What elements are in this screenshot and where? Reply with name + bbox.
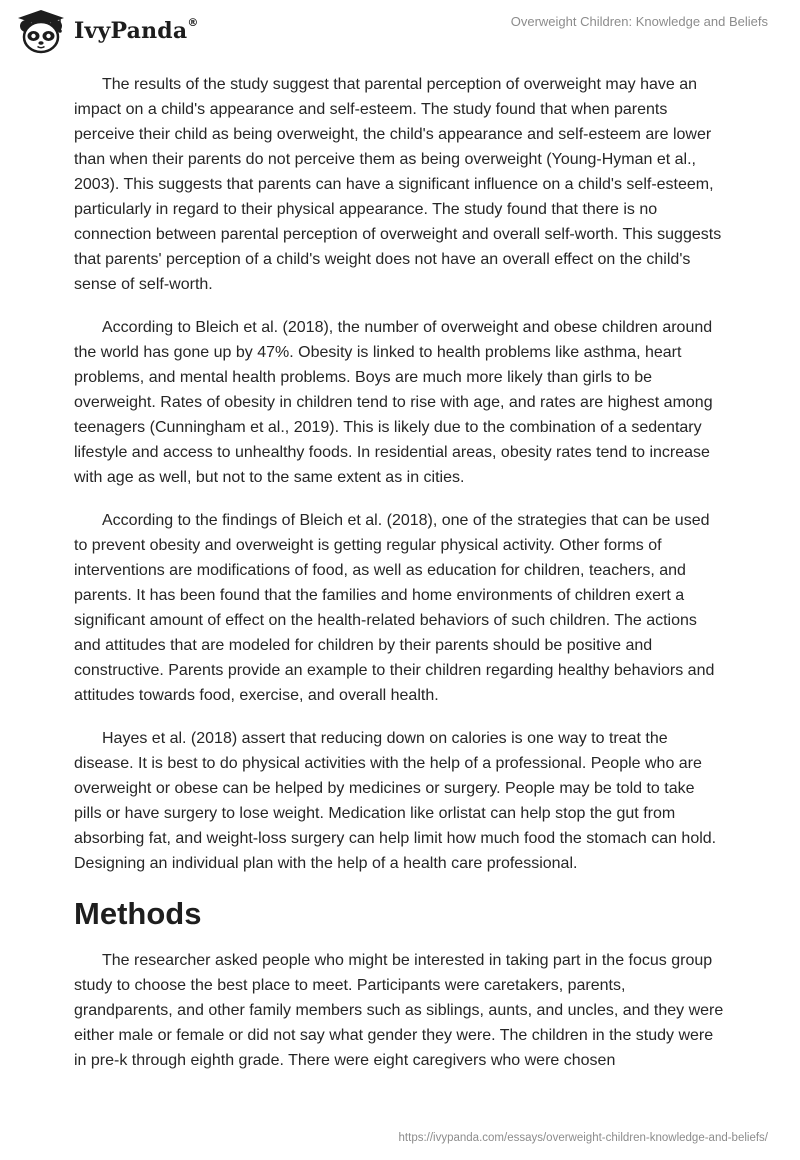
paragraph: According to the findings of Bleich et al. (2018), one of the strategies that can be used to prevent obesity and overweight is getting regular physical activity. Other forms of interventions are modifications of food, as well as education for children, teachers, and parents. It has been found that the families and home environments of children exert a significant amount of effect on the health-related behaviors of such children. The actions and attitudes that are modeled for children by their parents should be positive and constructive. Parents provide an example to their children regarding healthy behaviors and attitudes towards food, exercise, and overall health. [74,512,715,704]
page-header [0,0,800,60]
paragraph: The researcher asked people who might be interested in taking part in the focus group study to choose the best place to meet. Participants were caretakers, parents, grandparents, and other family members such as siblings, aunts, and uncles, and they were either male or female or did not say what gender they were. The children in the study were in pre-k through eighth grade. There were eight caregivers who were chosen [74,952,724,1069]
brand-name: IvyPanda® [74,16,199,44]
source-url[interactable]: https://ivypanda.com/essays/overweight-children-knowledge-and-beliefs/ [398,1132,768,1144]
panda-logo-icon [14,8,68,54]
paragraph: Hayes et al. (2018) assert that reducing down on calories is one way to treat the disease. It is best to do physical activities with the help of a professional. People who are overweight or obese can be helped by medicines or surgery. People may be told to take pills or have surgery to lose weight. Medication like orlistat can help stop the gut from absorbing fat, and weight-loss surgery can help limit how much food the stomach can hold. Designing an individual plan with the help of a health care professional. [74,730,717,872]
essay-content [74,72,724,1091]
paragraph: According to Bleich et al. (2018), the number of overweight and obese children around the world has gone up by 47%. Obesity is linked to health problems like asthma, heart problems, and mental health problems. Boys are much more likely than girls to be overweight. Rates of obesity in children tend to rise with age, and rates are highest among teenagers (Cunningham et al., 2019). This is likely due to the combination of a sedentary lifestyle and access to unhealthy foods. In residential areas, obesity rates tend to increase with age as well, but not to the same extent as in cities. [74,319,713,486]
brand-logo[interactable] [14,8,199,54]
section-heading-methods: Methods [74,896,202,931]
document-title: Overweight Children: Knowledge and Beliefs [510,14,768,29]
paragraph: The results of the study suggest that parental perception of overweight may have an impact on a child's appearance and self-esteem. The study found that when parents perceive their child as being overweight, the child's appearance and self-esteem are lower than when their parents do not perceive them as being overweight (Young-Hyman et al., 2003). This suggests that parents can have a significant influence on a child's self-esteem, particularly in regard to their physical appearance. The study found that there is no connection between parental perception of overweight and overall self-worth. This suggests that parents' perception of a child's weight does not have an overall effect on the child's sense of self-worth. [74,76,722,293]
